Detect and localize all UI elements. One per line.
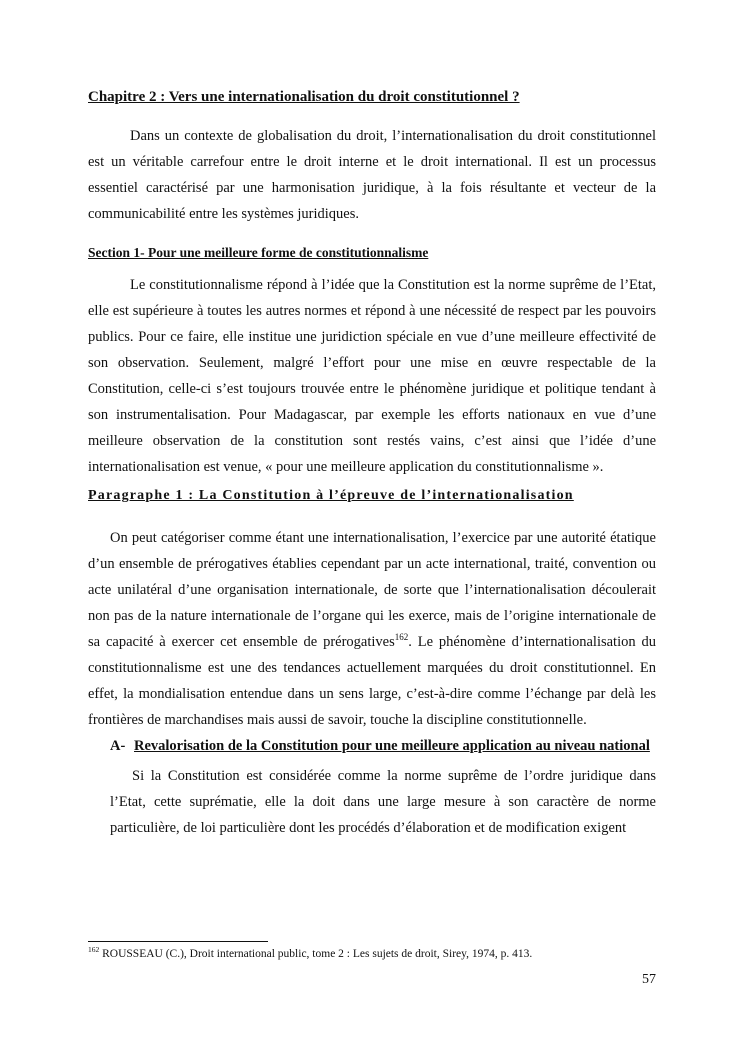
page-body <box>88 88 656 841</box>
chapter-intro-paragraph: Dans un contexte de globalisation du droit, l’internationalisation du droit constitutionnel est un véritable carrefour entre le droit interne et le droit international. Il est un processus essentiel caractérisé par une harmonisation juridique, à la fois résultante et vecteur de la communicabilité entre les systèmes juridiques. <box>88 128 656 222</box>
section-paragraph: Le constitutionnalisme répond à l’idée que la Constitution est la norme suprême de l’Etat, elle est supérieure à toutes les autres normes et répond à une nécessité de respect par les pouvoirs publics. Pour ce faire, elle institue une juridiction spéciale en vue d’une meilleure effectivité de son observation. Seulement, malgré l’effort pour une mise en œuvre respectable de la Constitution, celle-ci s’est toujours trouvée entre le phénomène juridique et politique tendant à son instrumentalisation. Pour Madagascar, par exemple les efforts nationaux en vue d’une meilleure observation de la constitution sont restés vains, c’est ainsi que l’idée d’une internationalisation est venue, « pour une meilleure application du constitutionnalisme ». <box>88 277 656 475</box>
footnote <box>88 947 668 961</box>
paragraph-title: Paragraphe 1 : La Constitution à l’épreuve de l’internationalisation <box>88 488 574 503</box>
paragraph-body <box>88 525 656 733</box>
subsection-heading <box>110 733 656 759</box>
subsection-title: Revalorisation de la Constitution pour une meilleure application au niveau national <box>134 738 650 754</box>
section-title: Section 1- Pour une meilleure forme de constitutionnalisme <box>88 245 429 260</box>
footnote-separator <box>88 941 268 942</box>
footnote-reference: 162 <box>394 632 409 643</box>
paragraph-text-after-note: . Le phénomène d’internationalisation du constitutionnalisme est une des tendances actuellement marquées du droit constitutionnel. En effet, la mondialisation entendue dans un sens large, c’est-à-dire comme l’échange par delà les frontières de marchandises mais aussi de savoir, touche la discipline constitutionnelle. <box>88 634 656 728</box>
footnote-number: 162 <box>88 945 100 955</box>
chapter-title: Chapitre 2 : Vers une internationalisation du droit constitutionnel ? <box>88 89 520 105</box>
footnote-text: ROUSSEAU (C.), Droit international public, tome 2 : Les sujets de droit, Sirey, 1974, p. 413. <box>99 948 533 960</box>
page-number: 57 <box>642 972 656 987</box>
subsection-paragraph: Si la Constitution est considérée comme la norme suprême de l’ordre juridique dans l’Etat, cette suprématie, elle la doit dans une large mesure à son caractère de norme particulière, de loi particulière dont les procédés d’élaboration et de modification exigent <box>110 768 656 836</box>
paragraph-text-before-note: On peut catégoriser comme étant une internationalisation, l’exercice par une autorité étatique d’un ensemble de prérogatives établies cependant par un acte international, traité, convention ou acte unilatéral d’une organisation internationale, de sorte que l’internationalisation découlerait non pas de la nature internationale de l’organe qui les exerce, mais de l’origine internationale de sa capacité à exercer cet ensemble de prérogatives <box>88 530 656 650</box>
subsection-marker: A- <box>110 738 126 754</box>
